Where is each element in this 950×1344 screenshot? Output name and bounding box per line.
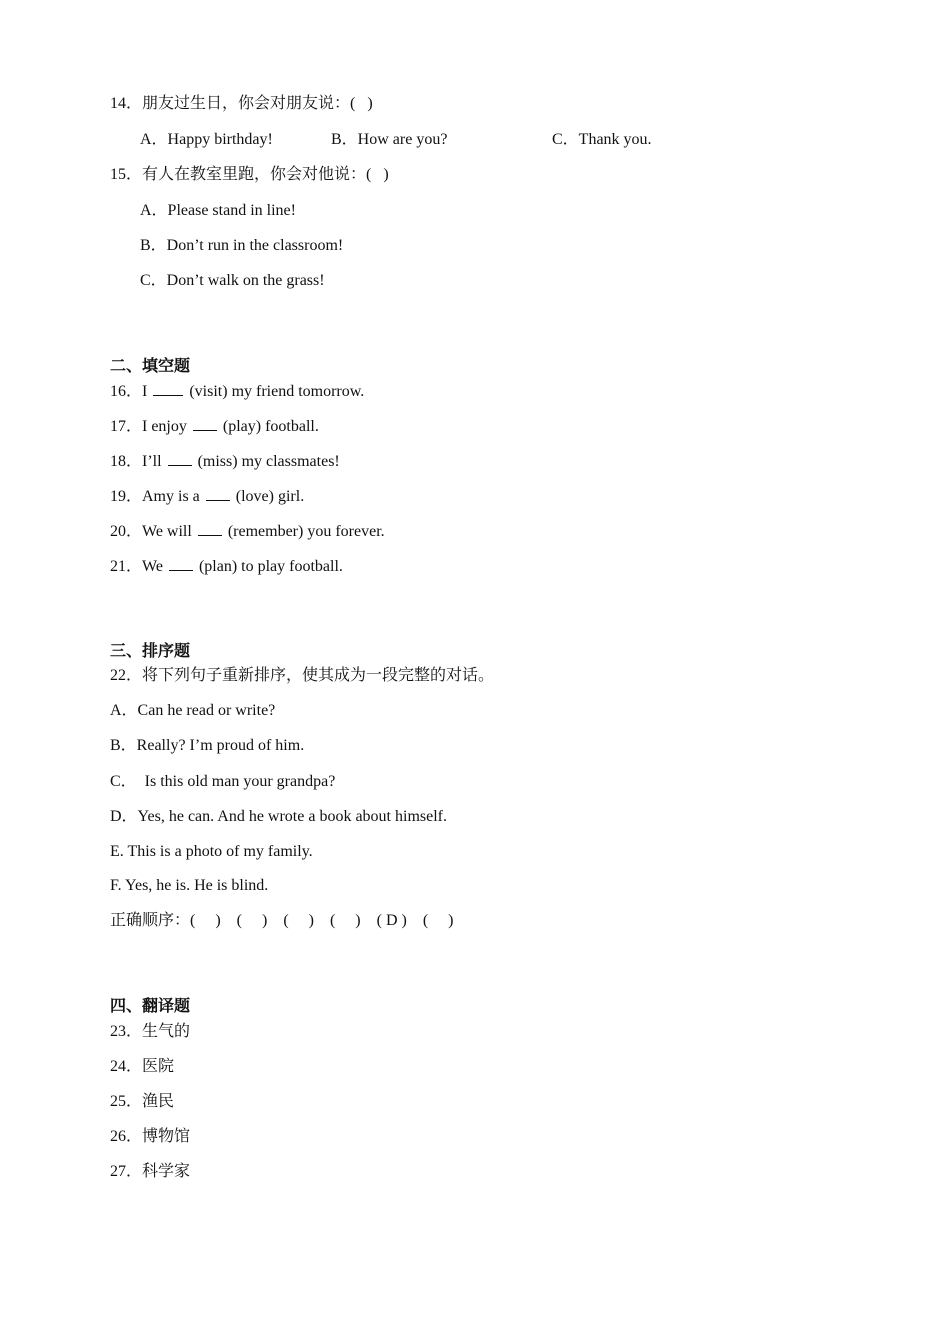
answer-blank[interactable] [168, 451, 192, 466]
answer-order-line[interactable]: 正确顺序：( ) ( ) ( ) ( ) ( D ) ( ) [110, 912, 454, 929]
sentence-b: B．Really? I’m proud of him. [110, 737, 305, 754]
q15-option-b: B．Don’t run in the classroom! [140, 237, 344, 254]
answer-blank[interactable] [198, 521, 222, 536]
fill-item-suffix: (love) girl. [235, 488, 305, 505]
question-22-stem: 22．将下列句子重新排序，使其成为一段完整的对话。 [110, 667, 495, 684]
translate-item-23: 23．生气的 [110, 1023, 191, 1040]
sentence-e: E. This is a photo of my family. [110, 843, 313, 860]
fill-item-prefix: 20．We will [110, 523, 192, 540]
fill-item-18 [110, 451, 340, 472]
fill-item-17 [110, 416, 319, 437]
q14-option-b: B．How are you? [331, 131, 448, 148]
fill-item-prefix: 19．Amy is a [110, 488, 200, 505]
fill-item-16 [110, 381, 364, 402]
answer-blank[interactable] [193, 416, 217, 431]
translate-item-25: 25．渔民 [110, 1093, 175, 1110]
fill-item-suffix: (play) football. [222, 418, 319, 435]
q14-option-a: A．Happy birthday! [140, 131, 273, 148]
answer-blank[interactable] [206, 486, 230, 501]
fill-item-suffix: (miss) my classmates! [197, 453, 340, 470]
sentence-c: C． Is this old man your grandpa? [110, 773, 336, 790]
fill-item-suffix: (visit) my friend tomorrow. [189, 383, 365, 400]
answer-blank[interactable] [153, 381, 183, 396]
fill-item-21 [110, 556, 343, 577]
fill-item-prefix: 17．I enjoy [110, 418, 187, 435]
translate-item-26: 26．博物馆 [110, 1128, 191, 1145]
section-4-heading: 四、翻译题 [110, 998, 191, 1015]
fill-item-prefix: 16．I [110, 383, 148, 400]
fill-item-prefix: 21．We [110, 558, 163, 575]
sentence-a: A．Can he read or write? [110, 702, 276, 719]
sentence-f: F. Yes, he is. He is blind. [110, 877, 269, 894]
q14-option-c: C．Thank you. [552, 131, 652, 148]
section-3-heading: 三、排序题 [110, 643, 191, 660]
fill-item-suffix: (plan) to play football. [198, 558, 343, 575]
section-2-heading: 二、填空题 [110, 358, 191, 375]
translate-item-27: 27．科学家 [110, 1163, 191, 1180]
translate-item-24: 24．医院 [110, 1058, 175, 1075]
question-15-stem: 15．有人在教室里跑，你会对他说：( ) [110, 166, 389, 183]
fill-item-prefix: 18．I’ll [110, 453, 162, 470]
fill-item-suffix: (remember) you forever. [227, 523, 385, 540]
fill-item-20 [110, 521, 385, 542]
fill-item-19 [110, 486, 304, 507]
answer-blank[interactable] [169, 556, 193, 571]
q15-option-c: C．Don’t walk on the grass! [140, 272, 325, 289]
sentence-d: D．Yes, he can. And he wrote a book about himself. [110, 808, 447, 825]
q15-option-a: A．Please stand in line! [140, 202, 296, 219]
question-14-stem: 14．朋友过生日，你会对朋友说：( ) [110, 95, 373, 112]
